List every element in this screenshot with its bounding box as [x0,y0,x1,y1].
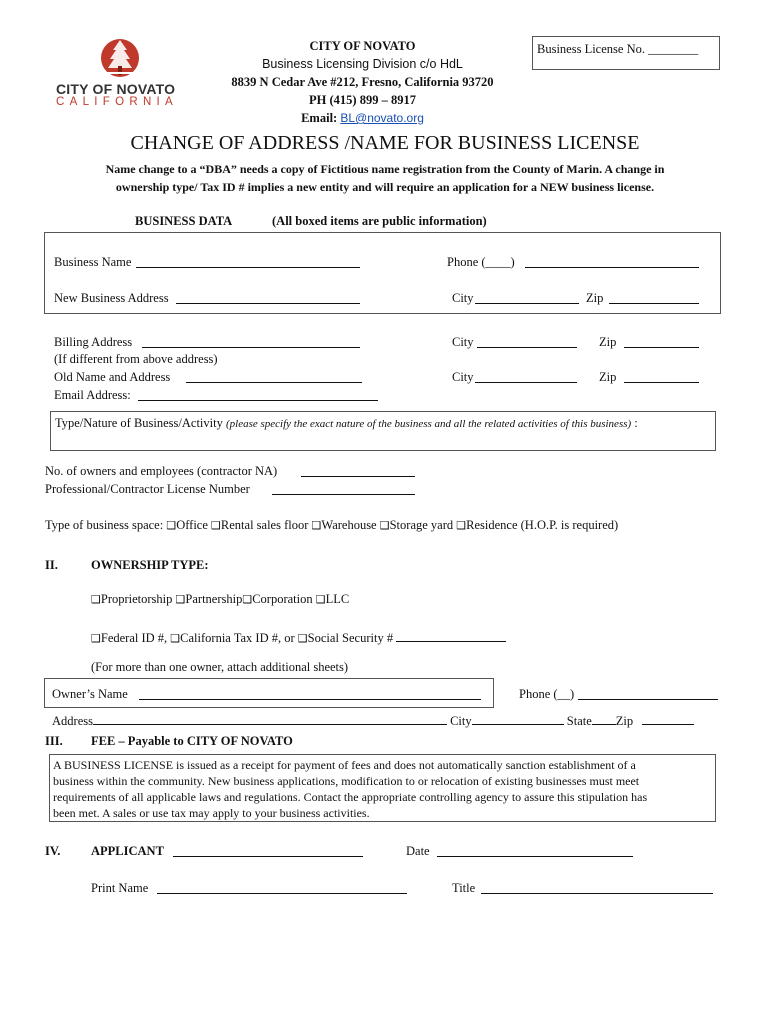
applicant-heading: APPLICANT [91,844,164,858]
corporation-checkbox[interactable]: ❑ [242,593,253,606]
old-zip-label: Zip [599,370,617,384]
license-number-field-label: Professional/Contractor License Number [45,482,250,496]
residence-label: Residence (H.O.P. is required) [466,518,619,532]
date-field[interactable] [437,845,633,857]
fee-text-line1: A BUSINESS LICENSE is issued as a receipt for payment of fees and does not automatically sanction establishment of a [53,758,636,772]
license-number-box[interactable] [532,36,720,70]
new-address-label: New Business Address [54,291,169,305]
applicant-signature-field[interactable] [173,845,363,857]
ssn-checkbox[interactable]: ❑ [297,632,308,645]
type-nature-row [55,416,638,431]
email-address-label: Email Address: [54,388,131,402]
proprietorship-label: Proprietorship [100,592,173,606]
ssn-label: Social Security # [307,631,394,645]
owner-name-label: Owner’s Name [52,687,128,701]
num-owners-field[interactable] [301,465,415,477]
print-name-field[interactable] [157,882,407,894]
notice-line2: ownership type/ Tax ID # implies a new entity and will require an application for a NEW business license. [115,180,655,194]
rental-label: Rental sales floor [220,518,309,532]
ca-tax-id-label: California Tax ID #, or [180,631,295,645]
proprietorship-checkbox[interactable]: ❑ [91,593,101,606]
license-number-label: Business License No. ________ [537,42,699,56]
llc-checkbox[interactable]: ❑ [315,593,326,606]
fee-text-line2: business within the community. New business applications, modification to or relocation of existing businesses must meet [53,774,640,788]
office-checkbox[interactable]: ❑ [166,519,177,532]
billing-address-field[interactable] [142,336,360,348]
page-title: CHANGE OF ADDRESS /NAME FOR BUSINESS LICENSE [130,132,640,154]
ownership-heading: OWNERSHIP TYPE: [91,558,209,572]
phone-label: Phone (____) [447,255,515,269]
fee-notice-box [49,754,716,822]
billing-note: (If different from above address) [54,352,218,366]
email-address-field[interactable] [138,389,378,401]
owner-phone-field[interactable] [578,688,718,700]
owner-state-field[interactable] [592,713,616,725]
print-name-label: Print Name [91,881,149,895]
owner-address-label: Address [52,714,93,728]
ownership-note: (For more than one owner, attach additional sheets) [91,660,349,674]
ownership-types-row [91,592,349,607]
warehouse-label: Warehouse [321,518,377,532]
ca-tax-id-checkbox[interactable]: ❑ [170,632,181,645]
business-data-subheading: (All boxed items are public information) [272,214,487,228]
header-city: CITY OF NOVATO [309,39,416,53]
new-zip-field[interactable] [609,292,699,304]
business-name-label: Business Name [54,255,132,269]
city-tree-icon [100,36,140,80]
phone-field[interactable] [525,256,699,268]
owner-zip-field[interactable] [642,713,694,725]
header-phone: PH (415) 899 – 8917 [309,93,416,107]
storage-checkbox[interactable]: ❑ [379,519,390,532]
partnership-checkbox[interactable]: ❑ [175,593,186,606]
owner-city-field[interactable] [472,713,564,725]
title-label: Title [452,881,476,895]
num-owners-label: No. of owners and employees (contractor NA) [45,464,278,478]
id-number-field[interactable] [396,630,506,642]
office-label: Office [176,518,208,532]
header-email-label: Email: [301,111,338,125]
fee-heading: FEE – Payable to CITY OF NOVATO [91,734,293,748]
new-city-label: City [452,291,474,305]
header-email-row [220,109,505,127]
space-row [45,518,618,533]
owner-state-label: State [566,714,592,728]
fee-text-line3: requirements of all applicable laws and regulations. Contact the appropriate controlling agency to assure this stipulation has [53,790,648,804]
type-nature-colon: : [634,416,638,430]
billing-zip-label: Zip [599,335,617,349]
email-link[interactable]: BL@novato.org [340,111,424,125]
federal-id-label: Federal ID #, [100,631,168,645]
old-city-label: City [452,370,474,384]
old-name-label: Old Name and Address [54,370,171,384]
owner-name-field[interactable] [139,688,481,700]
id-options-row [91,630,506,646]
owner-phone-label: Phone (__) [519,687,575,701]
logo-line2: CALIFORNIA [56,96,179,108]
applicant-numeral: IV. [45,844,61,858]
old-zip-field[interactable] [624,371,699,383]
business-data-heading: BUSINESS DATA [135,214,233,228]
llc-label: LLC [325,592,350,606]
partnership-label: Partnership [185,592,243,606]
billing-zip-field[interactable] [624,336,699,348]
logo-line1: CITY OF NOVATO [56,81,176,97]
city-logo [52,36,192,108]
date-label: Date [406,844,430,858]
billing-city-label: City [452,335,474,349]
type-nature-note: (please specify the exact nature of the business and all the related activities of this business) [225,418,632,430]
business-name-field[interactable] [136,256,360,268]
residence-checkbox[interactable]: ❑ [456,519,467,532]
billing-address-label: Billing Address [54,335,133,349]
type-nature-box[interactable] [50,411,716,451]
header-address: 8839 N Cedar Ave #212, Fresno, California 93720 [231,75,494,89]
storage-label: Storage yard [389,518,454,532]
owner-address-row [52,713,694,729]
type-nature-label: Type/Nature of Business/Activity [55,416,223,430]
warehouse-checkbox[interactable]: ❑ [311,519,322,532]
fee-numeral: III. [45,734,63,748]
notice-line1: Name change to a “DBA” needs a copy of Fictitious name registration from the County of Marin. A change in [105,162,665,176]
billing-city-field[interactable] [477,336,577,348]
fee-text-line4: been met. A sales or use tax may apply to your business activities. [53,806,370,820]
old-name-field[interactable] [186,371,362,383]
space-label: Type of business space: [45,518,164,532]
title-field[interactable] [481,882,713,894]
owner-city-label: City [450,714,472,728]
owner-address-field[interactable] [93,713,447,725]
ownership-numeral: II. [45,558,58,572]
header-division: Business Licensing Division c/o HdL [262,57,463,71]
new-zip-label: Zip [586,291,604,305]
federal-id-checkbox[interactable]: ❑ [91,632,101,645]
header-block [220,37,505,127]
rental-checkbox[interactable]: ❑ [211,519,221,532]
corporation-label: Corporation [252,592,313,606]
new-city-field[interactable] [475,292,579,304]
owner-zip-label: Zip [615,714,634,728]
license-number-field[interactable] [272,483,415,495]
old-city-field[interactable] [475,371,577,383]
new-address-field[interactable] [176,292,360,304]
